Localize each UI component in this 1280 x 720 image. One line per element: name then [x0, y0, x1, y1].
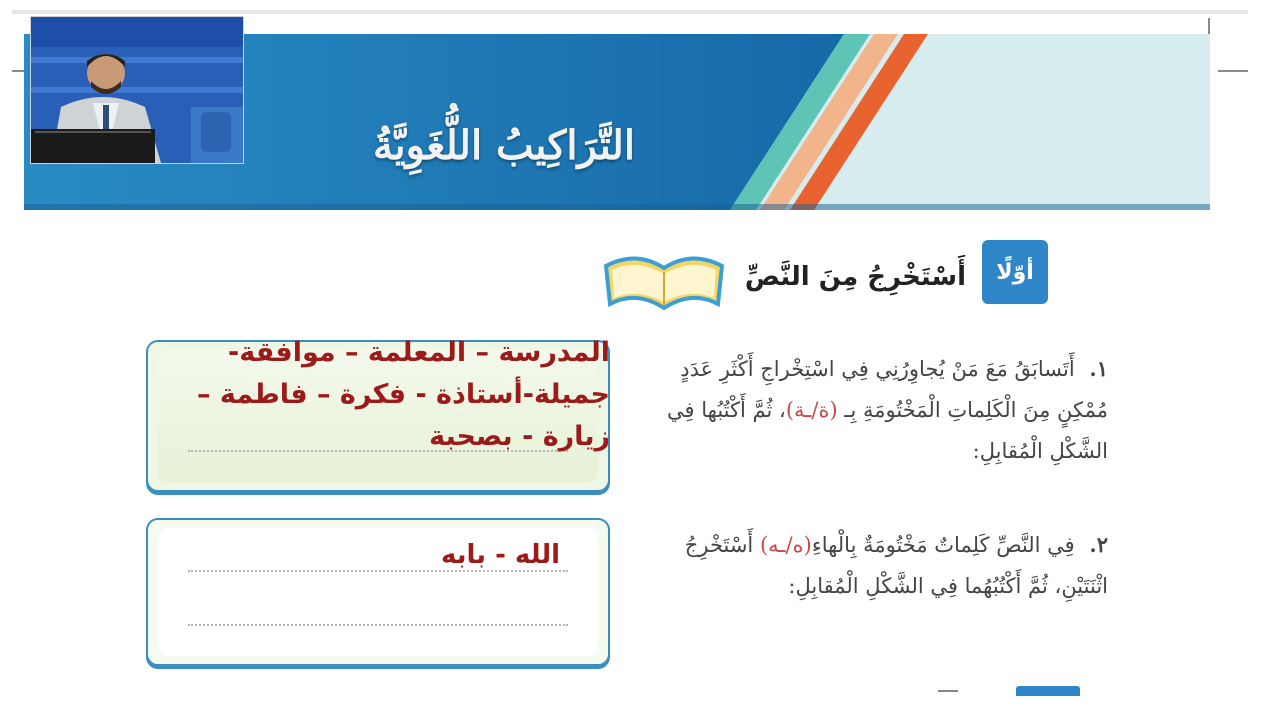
section-title: أَسْتَخْرِجُ مِنَ النَّصِّ [744, 262, 966, 292]
question-text: أَسْتَخْرِجُ اثْنَتَيْنِ، ثُمَّ أَكْتُبُهُما فِي الشَّكْلِ الْمُقابِلِ: [684, 533, 1108, 598]
question-number: ٢. [1089, 532, 1108, 557]
section-badge: أوّلًا [982, 240, 1048, 304]
presenter-webcam [30, 16, 244, 164]
answer-text-2: الله - بابه [440, 540, 560, 570]
writing-line [188, 570, 568, 572]
page-mark [938, 690, 958, 692]
question-number: ١. [1089, 356, 1108, 381]
question-text: أَتَسابَقُ مَعَ مَنْ يُجاوِرُنِي فِي اسْتِخْراجِ أَكْثَرِ عَدَدٍ مُمْكِنٍ مِنَ الْكَلِماتِ الْمَخْتُومَةِ بِـ [680, 357, 1108, 422]
question-1 [648, 348, 1108, 472]
next-section-marker [1016, 686, 1080, 696]
answer-text-1: المدرسة – المعلمة – موافقة- جميلة-أستاذة - فكرة – فاطمة – زيارة - بصحبة [197, 337, 610, 452]
question-2 [648, 524, 1108, 607]
question-text: فِي النَّصِّ كَلِماتٌ مَخْتُومَةٌ بِالْهاءِ [811, 533, 1075, 557]
page-corner-mark [1218, 70, 1248, 72]
question-highlight: (ة/ـة) [785, 398, 838, 422]
banner-title: التَّرَاكِيبُ اللُّغَوِيَّةُ [373, 122, 635, 169]
question-text: ، ثُمَّ أَكْتُبُها فِي الشَّكْلِ الْمُقابِلِ: [667, 398, 1108, 463]
writing-line [188, 624, 568, 626]
open-book-icon [602, 246, 726, 322]
question-highlight: (ه/ـه) [759, 533, 812, 557]
top-border [12, 10, 1248, 14]
